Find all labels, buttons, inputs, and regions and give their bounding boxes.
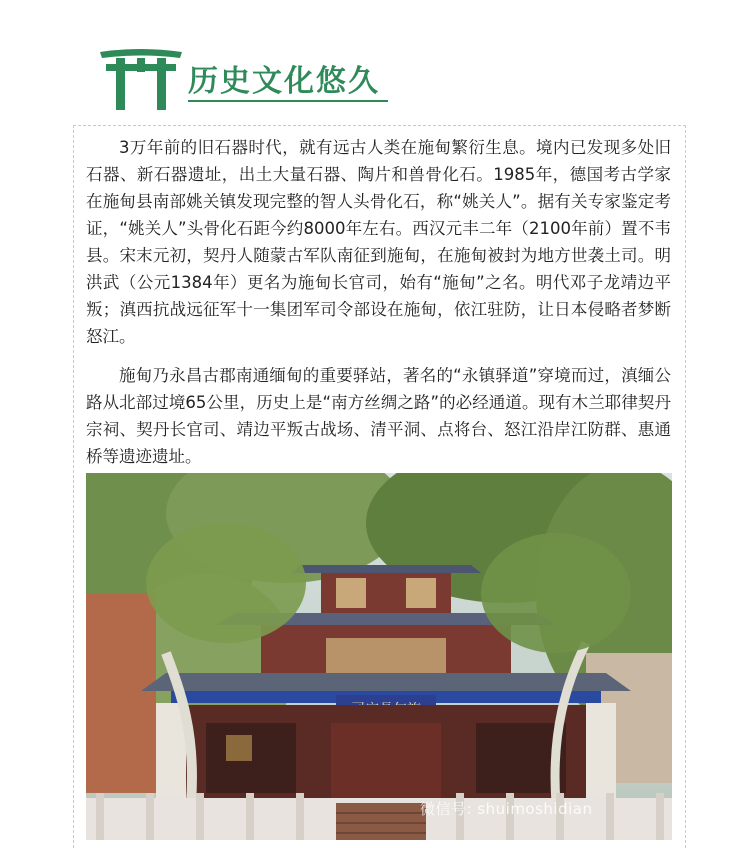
history-paragraph-1: 3万年前的旧石器时代，就有远古人类在施甸繁衍生息。境内已发现多处旧石器、新石器遗址，出土大量石器、陶片和兽骨化石。1985年，德国考古学家在施甸县南部姚关镇发现完整的智人头骨化石，称“姚关人”。据有关专家鉴定考证，“姚关人”头骨化石距今约8000年左右。西汉元丰二年（2100年前）置不韦县。宋末元初，契丹人随蒙古军队南征到施甸，在施甸被封为地方世袭土司。明洪武（公元1384年）更名为施甸长官司，始有“施甸”之名。明代邓子龙靖边平叛；滇西抗战远征军十一集团军司令部设在施甸，依江驻防，让日本侵略者梦断怒江。 (86, 138, 671, 346)
title-underline (188, 100, 388, 102)
wechat-watermark: 微信号: shuimoshidian (420, 800, 593, 818)
history-paragraph-2: 施甸乃永昌古郡南通缅甸的重要驿站，著名的“永镇驿道”穿境而过，滇缅公路从北部过境65公里，历史上是“南方丝绸之路”的必经通道。现有木兰耶律契丹宗祠、契丹长官司、靖边平叛古战场、清平洞、点将台、怒江沿岸江防群、惠通桥等遗迹遗址。 (86, 366, 671, 466)
torii-gate-icon (96, 46, 186, 110)
section-header (96, 42, 396, 112)
section-title: 历史文化悠久 (188, 64, 380, 99)
temple-photo (86, 473, 672, 840)
